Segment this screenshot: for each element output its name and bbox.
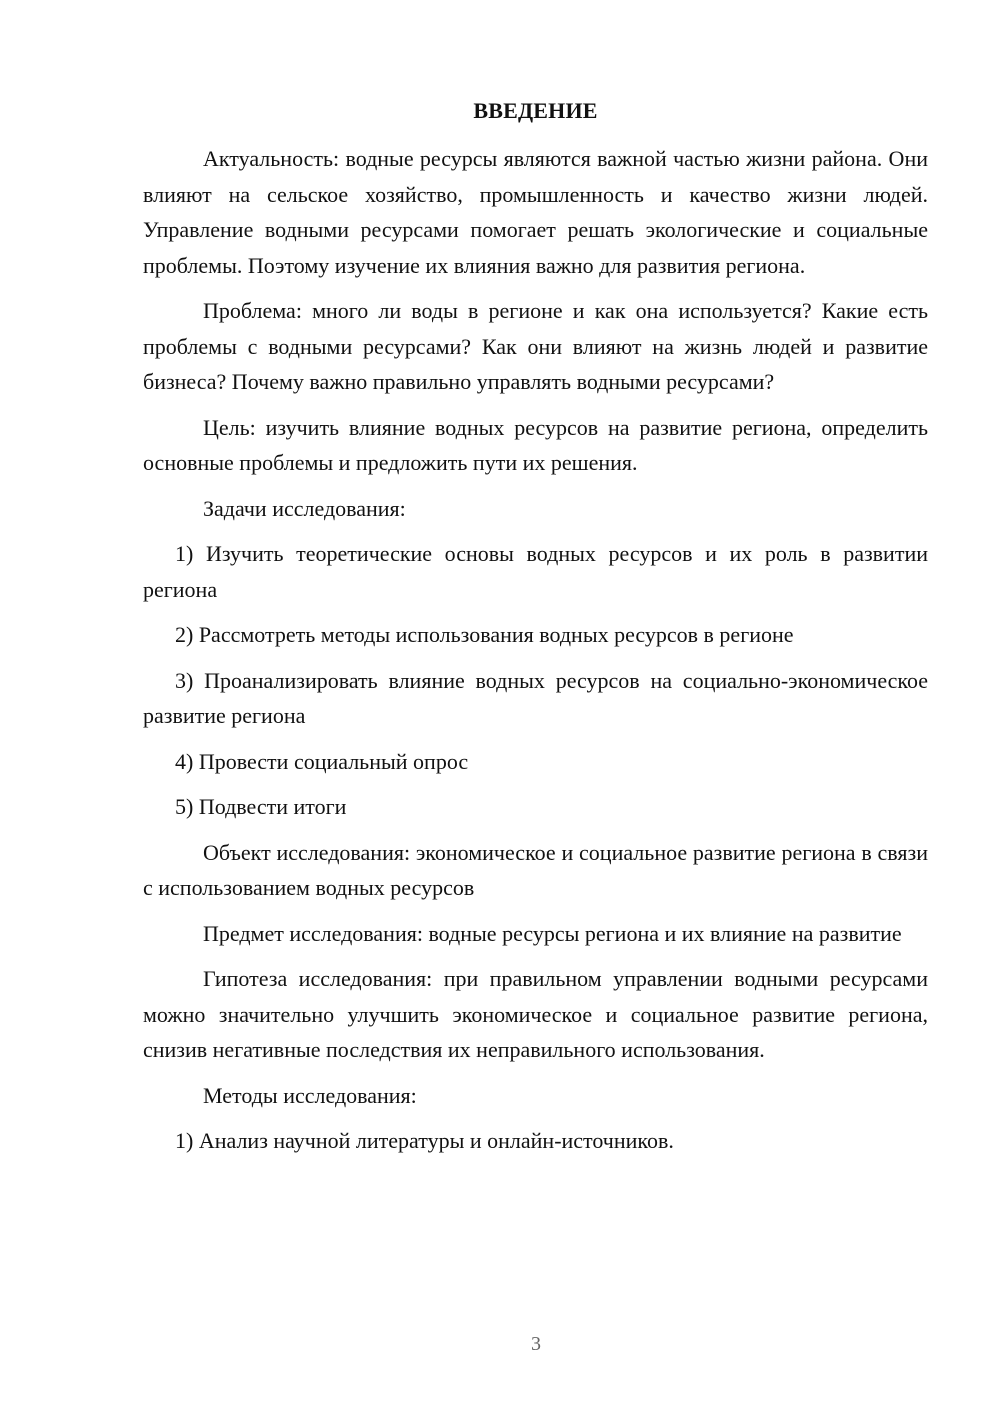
paragraph-methods-heading: Методы исследования: (203, 1082, 417, 1108)
list-item-task-1: 1) Изучить теоретические основы водных ресурсов и их роль в развитии региона (143, 541, 928, 602)
paragraph-relevance: Актуальность: водные ресурсы являются важной частью жизни района. Они влияют на сельское хозяйство, промышленность и качество жизни людей. Управление водными ресурсами помогает решать экологические и социальные проблемы. Поэтому изучение их влияния важно для развития региона. (143, 146, 928, 278)
list-item-task-4: 4) Провести социальный опрос (175, 748, 469, 774)
paragraph-goal: Цель: изучить влияние водных ресурсов на развитие региона, определить основные проблемы и предложить пути их решения. (143, 414, 928, 475)
paragraph-problem: Проблема: много ли воды в регионе и как она используется? Какие есть проблемы с водными ресурсами? Как они влияют на жизнь людей и развитие бизнеса? Почему важно правильно управлять водными ресурсами? (143, 298, 928, 394)
list-item-task-5: 5) Подвести итоги (175, 794, 347, 819)
paragraph-tasks-heading: Задачи исследования: (203, 495, 406, 521)
list-item-task-3: 3) Проанализировать влияние водных ресурсов на социально-экономическое развитие региона (143, 667, 928, 728)
page-content (143, 96, 928, 1169)
list-item-task-2: 2) Рассмотреть методы использования водных ресурсов в регионе (175, 622, 794, 647)
page-number: 3 (531, 1333, 541, 1355)
list-item-method-1: 1) Анализ научной литературы и онлайн-источников. (175, 1128, 674, 1153)
paragraph-subject: Предмет исследования: водные ресурсы региона и их влияние на развитие (203, 920, 902, 946)
paragraph-object: Объект исследования: экономическое и социальное развитие региона в связи с использованием водных ресурсов (143, 839, 928, 900)
section-heading: ВВЕДЕНИЕ (473, 98, 598, 123)
paragraph-hypothesis: Гипотеза исследования: при правильном управлении водными ресурсами можно значительно улучшить экономическое и социальное развитие региона, снизив негативные последствия их неправильного использования. (143, 966, 928, 1062)
